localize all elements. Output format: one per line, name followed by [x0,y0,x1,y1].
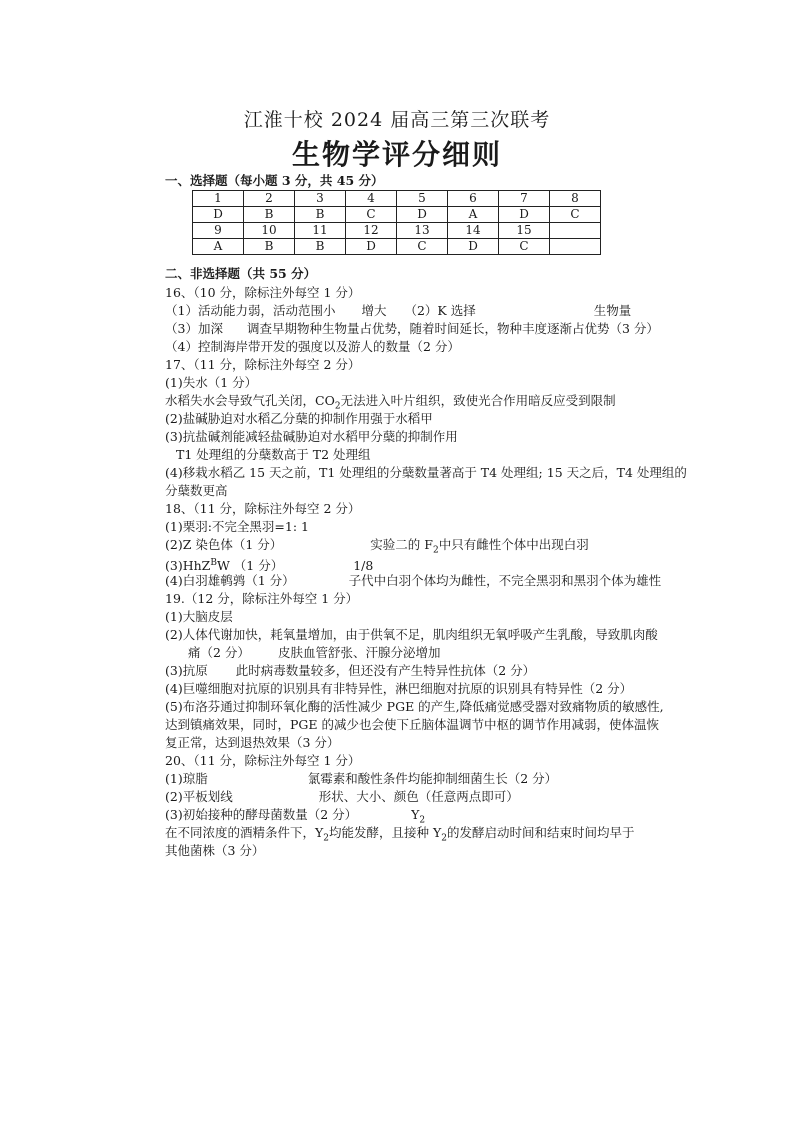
answer-text: 生物量 [593,303,632,318]
answer-text: 增大 [361,303,387,318]
table-cell: D [448,239,499,255]
subscript: 2 [432,545,439,556]
table-cell: 6 [448,191,499,207]
answer-table [192,190,601,255]
table-cell: 15 [499,223,550,239]
q20-heading: 20、（11 分，除标注外每空 1 分） [165,753,361,768]
subscript: 2 [419,815,426,826]
q20-answer-line [165,788,519,806]
answer-text: Y [411,807,420,822]
q20-answer-line: 其他菌株（3 分） [165,843,265,858]
subscript: 2 [334,401,341,412]
answer-text: 中只有雌性个体中出现白羽 [438,537,589,552]
answer-text: 子代中白羽个体均为雌性，不完全黑羽和黑羽个体为雄性 [348,573,662,588]
answer-text: 痛（2 分） [188,645,250,660]
q19-answer-line: (1)大脑皮层 [165,609,233,624]
table-cell: D [499,207,550,223]
table-cell: 2 [244,191,295,207]
q19-answer-line [188,644,440,662]
answer-text: W （1 分） [216,558,284,574]
q16-answer-line: （4）控制海岸带开发的强度以及游人的数量（2 分） [165,339,460,354]
table-cell: C [346,207,397,223]
section2-heading: 二、非选择题（共 55 分） [165,266,317,281]
table-cell: 11 [295,223,346,239]
q17-answer-line: 分蘖数更高 [165,483,228,498]
q17-answer-line: (3)抗盐碱剂能减轻盐碱胁迫对水稻甲分蘖的抑制作用 [165,429,458,444]
q16-answer-line [165,320,659,338]
q19-answer-line: 复正常，达到退热效果（3 分） [165,735,340,750]
table-cell: 5 [397,191,448,207]
exam-title: 江淮十校 2024 届高三第三次联考 [243,109,551,131]
table-cell: 9 [193,223,244,239]
subscript: 2 [323,833,329,844]
q19-answer-line [165,662,535,680]
answer-text: (1)琼脂 [165,771,208,786]
q17-answer-line: (4)移栽水稻乙 15 天之前，T1 处理组的分蘖数量著高于 T4 处理组; 15 天之后，T4 处理组的 [165,465,687,480]
subscript: 2 [441,833,447,844]
table-cell: 12 [346,223,397,239]
answer-text: (3)HhZ [165,558,211,574]
q17-heading: 17、（11 分，除标注外每空 2 分） [165,357,361,372]
answer-text: （2）K 选择 [404,303,476,318]
q18-answer-line [165,572,661,590]
answer-text: 无法进入叶片组织，致使光合作用暗反应受到限制 [340,393,616,408]
table-cell: C [397,239,448,255]
q17-answer-line: (1)失水（1 分） [165,375,258,390]
table-row [193,239,601,255]
answer-text: 的发酵启动时间和结束时间均早于 [446,825,635,840]
table-cell: D [193,207,244,223]
answer-text: 均能发酵，且接种 Y [329,825,442,840]
table-cell: 13 [397,223,448,239]
answer-text: 1/8 [353,558,374,574]
table-cell: C [550,207,601,223]
answer-text: 此时病毒数量较多，但还没有产生特异性抗体（2 分） [235,663,536,678]
answer-text: 氯霉素和酸性条件均能抑制细菌生长（2 分） [307,771,558,786]
table-cell: C [499,239,550,255]
q19-answer-line: (5)布洛芬通过抑制环氧化酶的活性减少 PGE 的产生,降低痛觉感受器对致痛物质的敏感性, [165,699,664,714]
q19-answer-line: (4)巨噬细胞对抗原的识别具有非特异性，淋巴细胞对抗原的识别具有特异性（2 分） [165,681,633,696]
table-cell: 3 [295,191,346,207]
answer-text: （3）加深 [165,321,223,336]
answer-text: 形状、大小、颜色（任意两点即可） [318,789,519,804]
answer-text: (3)初始接种的酵母菌数量（2 分） [165,807,358,822]
document-title: 生物学评分细则 [291,138,502,171]
table-cell: 7 [499,191,550,207]
answer-text: (2)Z 染色体（1 分） [165,537,283,552]
table-cell: B [295,207,346,223]
table-cell: A [193,239,244,255]
superscript: B [210,558,217,568]
q17-answer-line: (2)盐碱胁迫对水稻乙分蘖的抑制作用强于水稻甲 [165,411,433,426]
table-cell [550,239,601,255]
table-cell: B [244,207,295,223]
section1-heading: 一、选择题（每小题 3 分，共 45 分） [165,173,384,188]
q19-answer-line: 达到镇痛效果，同时，PGE 的减少也会使下丘脑体温调节中枢的调节作用减弱，使体温恢 [165,717,659,732]
q16-heading: 16、（10 分，除标注外每空 1 分） [165,285,361,300]
q16-answer-line [165,302,631,320]
table-cell: 14 [448,223,499,239]
answer-text: 调查早期物种生物量占优势，随着时间延长，物种丰度逐渐占优势（3 分） [246,321,659,336]
q18-answer-line: (1)栗羽:不完全黑羽=1: 1 [165,519,309,534]
table-row [193,207,601,223]
table-cell [550,223,601,239]
q17-answer-line: T1 处理组的分蘖数高于 T2 处理组 [176,447,371,462]
answer-text: 实验二的 F [370,537,433,552]
answer-text: (2)平板划线 [165,789,233,804]
table-cell: B [244,239,295,255]
table-row [193,223,601,239]
answer-text: 在不同浓度的酒精条件下，Y [165,825,324,840]
table-cell: B [295,239,346,255]
q18-heading: 18、（11 分，除标注外每空 2 分） [165,501,361,516]
q19-heading: 19.（12 分，除标注外每空 1 分） [165,591,359,606]
answer-text: （1）活动能力弱，活动范围小 [165,303,336,318]
table-row [193,191,601,207]
table-cell: D [346,239,397,255]
q20-answer-line [165,770,557,788]
table-cell: A [448,207,499,223]
table-cell: 4 [346,191,397,207]
table-cell: 10 [244,223,295,239]
answer-text: (4)白羽雄鹌鹑（1 分） [165,573,295,588]
q19-answer-line: (2)人体代谢加快，耗氧量增加，由于供氧不足，肌肉组织无氧呼吸产生乳酸，导致肌肉酸 [165,627,658,642]
table-cell: 1 [193,191,244,207]
answer-text: 水稻失水会导致气孔关闭，CO [165,393,335,408]
answer-text: 皮肤血管舒张、汗腺分泌增加 [277,645,441,660]
answer-text: (3)抗原 [165,663,208,678]
table-cell: D [397,207,448,223]
table-cell: 8 [550,191,601,207]
